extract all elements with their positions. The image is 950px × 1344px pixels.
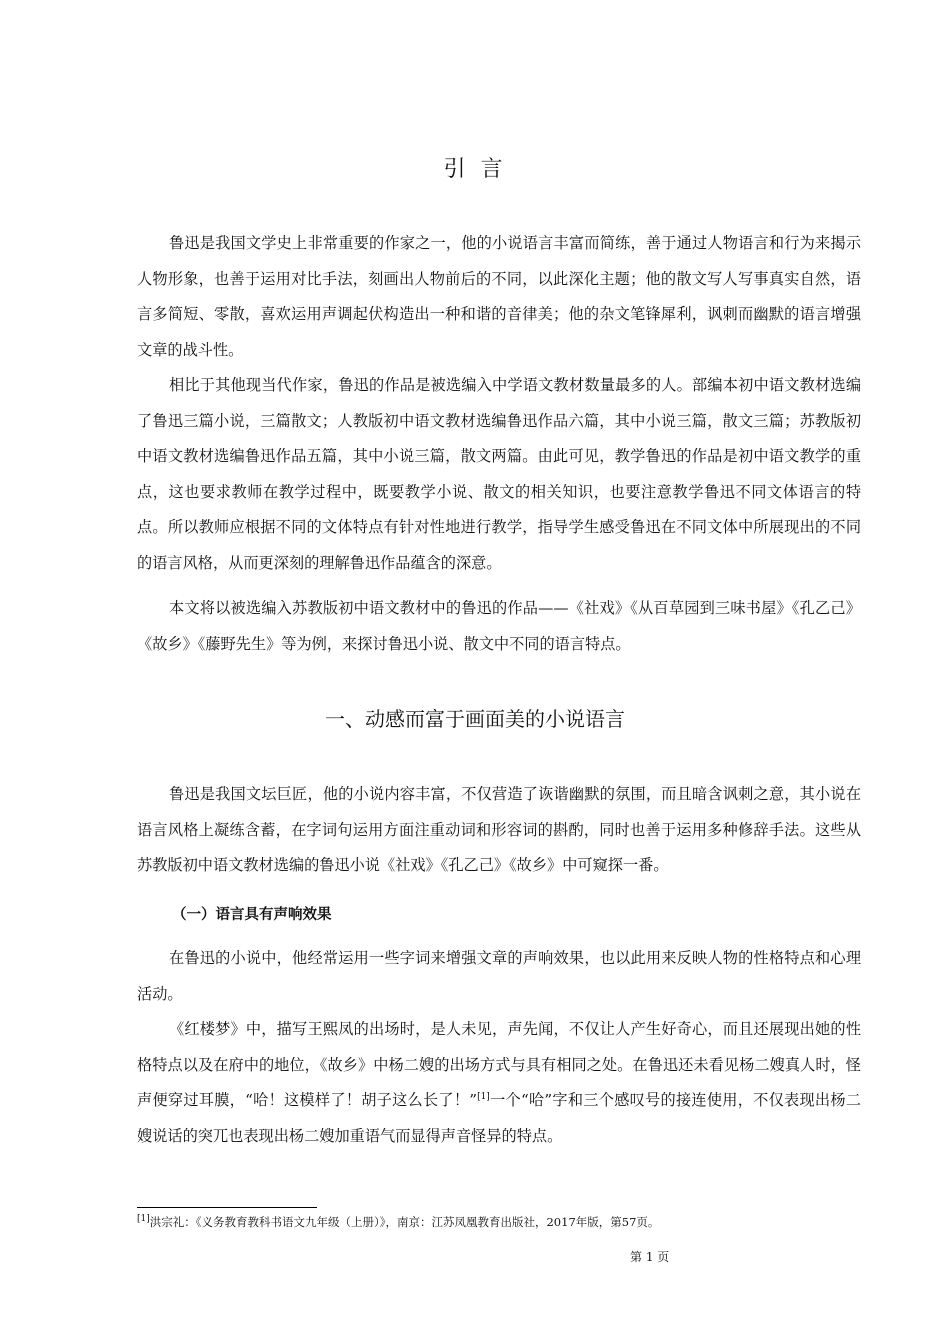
section-paragraph-1: 鲁迅是我国文坛巨匠，他的小说内容丰富，不仅营造了诙谐幽默的氛围，而且暗含讽刺之意，其小说在语言风格上凝练含蓄，在字词句运用方面注重动词和形容词的斟酌，同时也善于运用多种修辞手法。这些从苏教版初中语文教材选编的鲁迅小说《社戏》《孔乙己》《故乡》中可窥探一番。 (137, 785, 861, 874)
footnote-divider (137, 1207, 317, 1208)
footnote-reference[interactable]: [1] (477, 1091, 490, 1102)
section-paragraph-3 (137, 1012, 861, 1154)
subsection-heading: （一）语言具有声响效果 (172, 907, 332, 923)
page-number: 第 1 页 (630, 1250, 670, 1264)
intro-paragraph-3: 本文将以被选编入苏教版初中语文教材中的鲁迅的作品——《社戏》《从百草园到三味书屋》《孔乙己》《故乡》《藤野先生》等为例，来探讨鲁迅小说、散文中不同的语言特点。 (137, 599, 861, 653)
page-title: 引 言 (443, 157, 507, 182)
intro-paragraph-1: 鲁迅是我国文学史上非常重要的作家之一，他的小说语言丰富而简练，善于通过人物语言和行为来揭示人物形象，也善于运用对比手法，刻画出人物前后的不同，以此深化主题；他的散文写人写事真实自然，语言多简短、零散，喜欢运用声调起伏构造出一种和谐的音律美；他的杂文笔锋犀利，讽刺而幽默的语言增强文章的战斗性。 (137, 234, 861, 359)
paragraph-text-a: 《红楼梦》中，描写王熙凤的出场时，是人未见，声先闻，不仅让人产生好奇心，而且还展现出她的性格特点以及在府中的地位，《故乡》中杨二嫂的出场方式与具有相同之处。在鲁迅还未看见杨二嫂真人时，怪声便穿过耳膜，“哈！这模样了！胡子这么长了！” (137, 1020, 861, 1109)
section-paragraph-2: 在鲁迅的小说中，他经常运用一些字词来增强文章的声响效果，也以此用来反映人物的性格特点和心理活动。 (137, 949, 861, 1003)
section-heading: 一、动感而富于画面美的小说语言 (325, 707, 625, 731)
intro-paragraph-2: 相比于其他现当代作家，鲁迅的作品是被选编入中学语文教材数量最多的人。部编本初中语文教材选编了鲁迅三篇小说，三篇散文；人教版初中语文教材选编鲁迅作品六篇，其中小说三篇，散文三篇；苏教版初中语文教材选编鲁迅作品五篇，其中小说三篇，散文两篇。由此可见，教学鲁迅的作品是初中语文教学的重点，这也要求教师在教学过程中，既要教学小说、散文的相关知识，也要注意教学鲁迅不同文体语言的特点。所以教师应根据不同的文体特点有针对性地进行教学，指导学生感受鲁迅在不同文体中所展现出的不同的语言风格，从而更深刻的理解鲁迅作品蕴含的深意。 (137, 376, 861, 572)
footnote-marker: [1] (137, 1214, 150, 1225)
footnote-text: 洪宗礼：《义务教育教科书语文九年级（上册）》，南京：江苏凤凰教育出版社，2017年版，第57页。 (149, 1215, 660, 1229)
paragraph-text-b: 一个“哈”字和三个感叹号的接连使用，不仅表现出杨二嫂说话的突兀也表现出杨二嫂加重语气而显得声音怪异的特点。 (137, 1091, 862, 1145)
footnote (137, 1214, 861, 1230)
